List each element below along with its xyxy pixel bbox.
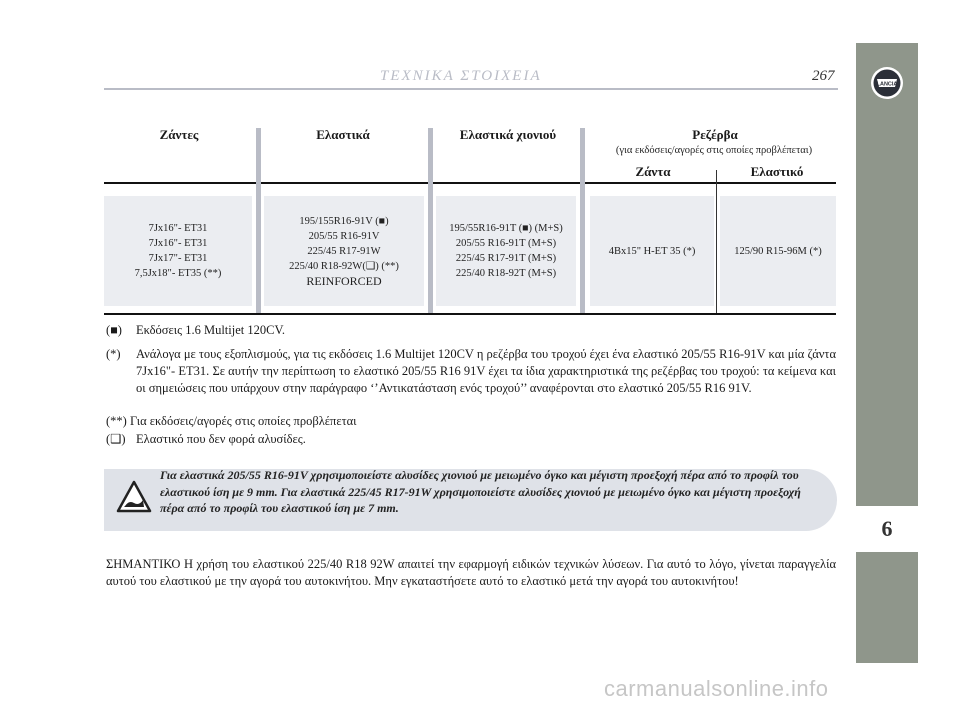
tyre-size: 225/40 R18-92W(❑) (**)	[289, 260, 399, 272]
rim-size: 7Jx16"- ET31	[148, 238, 208, 249]
cell-tyres	[264, 196, 424, 306]
snow-tyre-size: 205/55 R16-91T (M+S)	[455, 238, 557, 249]
logo-text: LANCIA	[876, 81, 898, 88]
note-mark: (❑)	[106, 432, 126, 446]
cell-snow-tyres	[436, 196, 576, 306]
header-spare-rim: Ζάντα	[635, 164, 671, 179]
snow-tyre-size: 225/40 R18-92T (M+S)	[455, 268, 557, 279]
rim-size: 7Jx17"- ET31	[148, 253, 208, 264]
note-2-text: Ανάλογα με τους εξοπλισμούς, για τις εκδόσεις 1.6 Multijet 120CV η ρεζέρβα του τροχού έχει ένα ελαστικό 205/55 R16-91V και μία ζάντα 7Jx16"- ET31. Σε αυτήν την περίπτωση το ελαστικό 205/55 R16 91V έχει τα ίδια χαρακτηριστικά της ρεζέρβας του τροχού: τα κείμενα και οι σημειώσεις που υπάρχουν στην παράγραφο ‘’Αντικατάσταση ενός τροχού’’ αναφέρονται στο ελαστικό 205/55 R16 91V.	[136, 347, 836, 395]
tyre-size: 225/45 R17-91W	[307, 245, 381, 257]
spare-rim-size: 4Bx15" H-ET 35 (*)	[608, 245, 696, 257]
cell-spare-tyre	[720, 196, 836, 306]
note-4	[106, 431, 306, 448]
note-text: Ελαστικό που δεν φορά αλυσίδες.	[136, 432, 306, 446]
important-paragraph: ΣΗΜΑΝΤΙΚΟ Η χρήση του ελαστικού 225/40 R18 92W απαιτεί την εφαρμογή ειδικών τεχνικών λύσεων. Για αυτό το λόγο, γίνεται παραγγελία αυτού του ελαστικού με την αγορά του αυτοκινήτου. Μην εγκαταστήσετε αυτό το ελαστικό μετά την αγορά του αυτοκινήτου!	[106, 557, 836, 588]
note-1	[106, 322, 285, 339]
rim-size: 7Jx16"- ET31	[148, 223, 208, 234]
header-rims: Ζάντες	[159, 127, 199, 142]
lancia-logo-icon	[870, 66, 904, 100]
tyre-size: 205/55 R16-91V	[308, 230, 380, 242]
header-title: ΤΕΧΝΙΚΑ ΣΤΟΙΧΕΙΑ	[380, 68, 542, 84]
page-number: 267	[812, 68, 835, 84]
cell-rims	[104, 196, 252, 306]
note-text: Εκδόσεις 1.6 Multijet 120CV.	[136, 323, 286, 337]
header-divider	[104, 88, 838, 90]
header-spare-note: (για εκδόσεις/αγορές στις οποίες προβλέπεται)	[615, 145, 813, 156]
chapter-side-tab	[856, 43, 918, 663]
spare-tyre-size: 125/90 R15-96M (*)	[734, 245, 822, 257]
header-tyres: Ελαστικά	[316, 127, 370, 142]
table-top-rule	[104, 182, 836, 184]
column-divider	[428, 128, 433, 314]
warning-triangle-icon	[116, 480, 152, 514]
note-3: (**) Για εκδόσεις/αγορές στις οποίες προβλέπεται	[106, 414, 357, 428]
snow-tyre-size: 225/45 R17-91T (M+S)	[455, 253, 557, 264]
spare-divider	[716, 170, 717, 314]
column-divider	[580, 128, 585, 314]
watermark: carmanualsonline.info	[604, 676, 829, 701]
header-snow-tyres: Ελαστικά χιονιού	[459, 127, 557, 142]
table-bottom-rule	[104, 313, 836, 315]
header-spare-tyre: Ελαστικό	[750, 164, 804, 179]
column-divider	[256, 128, 261, 314]
cell-spare-rim	[590, 196, 714, 306]
warning-text: Για ελαστικά 205/55 R16-91V χρησιμοποιείστε αλυσίδες χιονιού με μειωμένο όγκο και μέγιστη προεξοχή πέρα από το προφίλ του ελαστικού ίση με 9 mm. Για ελαστικά 225/45 R17-91W χρησιμοποιείστε αλυσίδες χιονιού με μειωμένο όγκο και μέγιστη προεξοχή πέρα από το προφίλ του ελαστικού ίση με 7 mm.	[160, 468, 801, 515]
chapter-number[interactable]: 6	[856, 500, 918, 558]
note-mark: (■)	[106, 323, 122, 337]
tyre-reinforced: REINFORCED	[306, 273, 382, 288]
note-2-mark: (*)	[106, 347, 121, 361]
rim-size: 7,5Jx18"- ET35 (**)	[134, 268, 222, 279]
snow-tyre-size: 195/55R16-91T (■) (M+S)	[449, 223, 563, 234]
header-spare: Ρεζέρβα	[692, 127, 738, 142]
tyre-size: 195/155R16-91V (■)	[299, 215, 389, 227]
